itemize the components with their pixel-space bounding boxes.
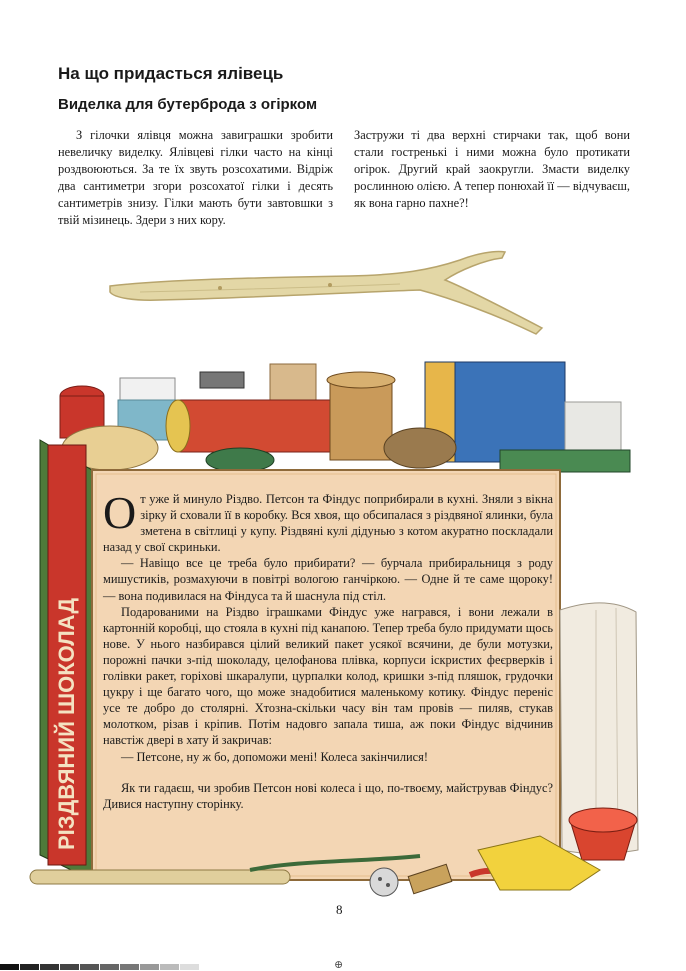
story-paragraph-3: Подарованими на Різдво іграшками Фіндус уже награвся, і вони лежали в картонній коробці, що стояла в кухні під канапою. Тепер треба було придумати щось нове. У нього назбирався цілий великий пакет усякої всячини, де були мотузки, порожні пачки з-під шоколаду, целофанова плівка, корпуси іскристих феєрверків і голівки ракет, горіхові шкаралупи, цурпалки колод, кришки з-під пляшок, грудочки цукру і ще багато чого, що може знадобитися маленькому котику. Фіндус переніс усе те добро до столярні. Хтозна-скільки часу він там провів — пиляв, стукав молотком, різав і кріпив. Потім надовго запала тиша, аж поки Фіндус відчинив навстіж двері в хату й закричав:: [103, 604, 553, 748]
instructions-column-2: Застружи ті два верхні стирчаки так, щоб вони стали гостренькі і ними можна було протикати огірок. Другий край заокругли. Змасти виделку рослинною олією. А тепер понюхай її — відчуваєш, як вона гарно пахне?!: [354, 128, 630, 210]
section-title: На що придасться ялівець: [58, 64, 284, 83]
box-label: РІЗДВЯНИЙ ШОКОЛАД: [54, 597, 79, 850]
story-question: Як ти гадаєш, чи зробив Петсон нові колеса і що, по-твоєму, майстрував Фіндус? Дивися наступну сторінку.: [103, 780, 553, 811]
instructions-column-1: З гілочки ялівця можна завиграшки зробити невеличку виделку. Ялівцеві гілки часто на кінці роздвоюються. За те їх звуть розсохатими. Відріж два сантиметри згори розсохатої гілки і десять сантиметрів знизу. Гілки мають бути завтовшки з твій мізинець. Здери з них кору.: [58, 128, 333, 227]
registration-mark-icon: ⊕: [334, 959, 344, 971]
walnut: [384, 428, 456, 468]
story-paragraph-2: — Навіщо все це треба було прибирати? — бурчала прибиральниця з роду мишустиків, розмахуючи в повітрі вологою ганчіркою. — Одне й те саме щороку! — вона подивилася на Фіндуса та й шаснула під стіл.: [103, 556, 553, 603]
color-calibration-bar: [0, 964, 200, 970]
spool: [330, 380, 392, 460]
story-paragraph-4: — Петсоне, ну ж бо, допоможи мені! Колеса закінчилися!: [121, 749, 428, 764]
drop-cap: О: [103, 487, 137, 538]
juniper-fork-illustration: [100, 248, 560, 338]
red-tube: [175, 400, 335, 452]
story-text: [103, 487, 553, 812]
page-number: 8: [336, 902, 343, 917]
story-paragraph-1: т уже й минуло Різдво. Петсон та Фіндус поприбирали в кухні. Зняли з вікна зірку й сховали її в коробку. Вся хвоя, що обсипалася з різдвяної ялинки, була зметена в світлиці у купу. Різдвяні кулі дідунью з котом акуратно поскладали назад у свої скриньки.: [103, 492, 553, 555]
subsection-title: Виделка для бутерброда з огірком: [58, 96, 318, 113]
